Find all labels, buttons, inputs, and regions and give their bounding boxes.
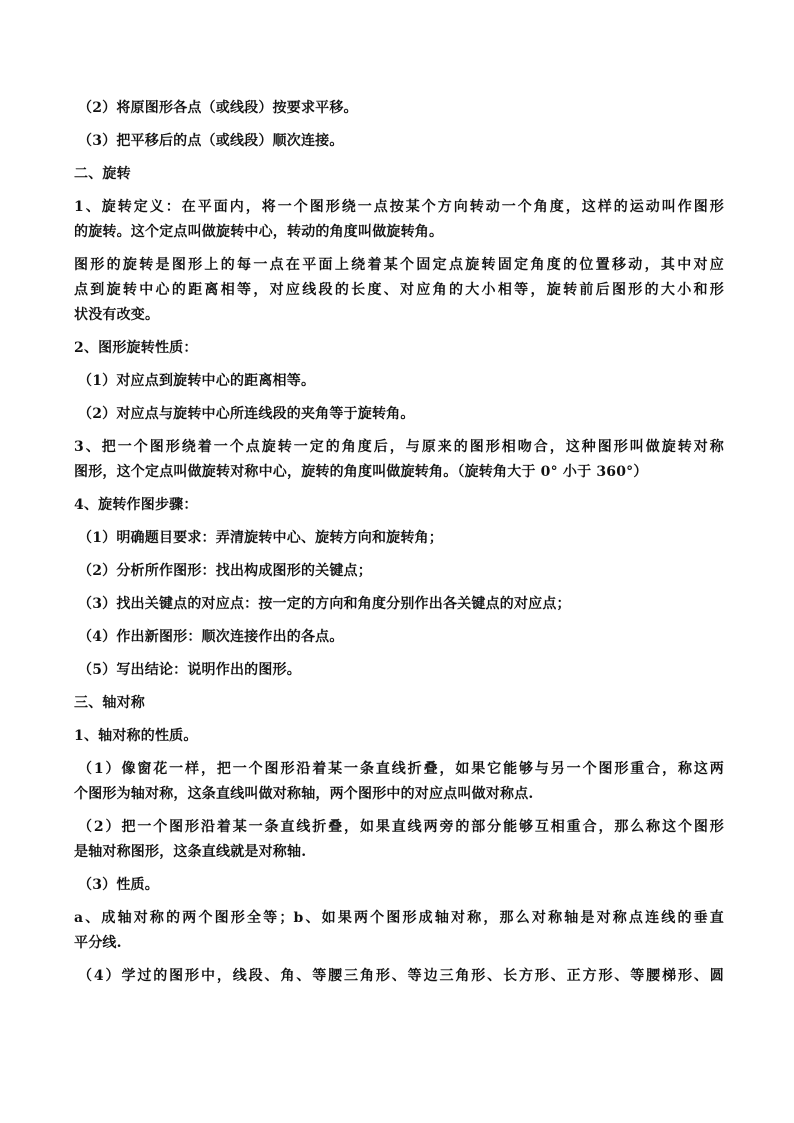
- step-2-translate: （2）将原图形各点（或线段）按要求平移。: [78, 100, 358, 116]
- rotation-step-1: （1）明确题目要求：弄清旋转中心、旋转方向和旋转角；: [78, 530, 443, 546]
- rotation-steps-heading: 4、旋转作图步骤：: [74, 497, 198, 513]
- axial-symmetry-item-4: （4）学过的图形中，线段、角、等腰三角形、等边三角形、长方形、正方形、等腰梯形、圆: [78, 968, 724, 984]
- rotation-step-2: （2）分析所作图形：找出构成图形的关键点；: [78, 563, 372, 579]
- document-body: [74, 96, 724, 989]
- section-heading-axial-symmetry: 三、轴对称: [74, 695, 145, 711]
- rotation-property-1: （1）对应点到旋转中心的距离相等。: [78, 373, 316, 389]
- rotation-step-3: （3）找出关键点的对应点：按一定的方向和角度分别作出各关键点的对应点；: [78, 596, 571, 612]
- axial-symmetry-properties-heading: 1、轴对称的性质。: [74, 728, 198, 744]
- rotation-step-4: （4）作出新图形：顺次连接作出的各点。: [78, 629, 344, 645]
- rotation-explanation-line-1: 图形的旋转是图形上的每一点在平面上绕着某个固定点旋转固定角度的位置移动，其中对应: [74, 257, 724, 273]
- rotation-explanation-line-2: 点到旋转中心的距离相等，对应线段的长度、对应角的大小相等，旋转前后图形的大小和形: [74, 282, 724, 298]
- rotation-definition-line-2: 的旋转。这个定点叫做旋转中心，转动的角度叫做旋转角。: [74, 224, 444, 240]
- section-heading-rotation: 二、旋转: [74, 166, 131, 182]
- rotation-property-2: （2）对应点与旋转中心所连线段的夹角等于旋转角。: [78, 406, 415, 422]
- rotation-step-5: （5）写出结论：说明作出的图形。: [78, 662, 301, 678]
- axial-symmetry-property-a-b-line-2: 平分线.: [74, 935, 122, 951]
- axial-symmetry-property-a-b-line-1: a、成轴对称的两个图形全等；b、如果两个图形成轴对称，那么对称轴是对称点连线的垂直: [74, 910, 724, 926]
- rotation-explanation-line-3: 状没有改变。: [74, 307, 160, 323]
- axial-symmetry-item-1-line-2: 个图形为轴对称，这条直线叫做对称轴，两个图形中的对应点叫做对称点.: [74, 786, 534, 802]
- rotation-properties-heading: 2、图形旋转性质：: [74, 340, 198, 356]
- axial-symmetry-item-2-line-1: （2）把一个图形沿着某一条直线折叠，如果直线两旁的部分能够互相重合，那么称这个图形: [78, 819, 724, 835]
- rotational-symmetry-line-2: 图形，这个定点叫做旋转对称中心，旋转的角度叫做旋转角。（旋转角大于 0° 小于 360°）: [74, 464, 648, 480]
- axial-symmetry-item-1-line-1: （1）像窗花一样，把一个图形沿着某一条直线折叠，如果它能够与另一个图形重合，称这两: [78, 761, 724, 777]
- axial-symmetry-item-3: （3）性质。: [78, 877, 159, 893]
- rotation-definition-line-1: 1、旋转定义：在平面内，将一个图形绕一点按某个方向转动一个角度，这样的运动叫作图形: [74, 199, 724, 215]
- rotational-symmetry-line-1: 3、把一个图形绕着一个点旋转一定的角度后，与原来的图形相吻合，这种图形叫做旋转对称: [74, 439, 724, 455]
- step-3-connect: （3）把平移后的点（或线段）顺次连接。: [78, 133, 344, 149]
- axial-symmetry-item-2-line-2: 是轴对称图形，这条直线就是对称轴.: [74, 844, 307, 860]
